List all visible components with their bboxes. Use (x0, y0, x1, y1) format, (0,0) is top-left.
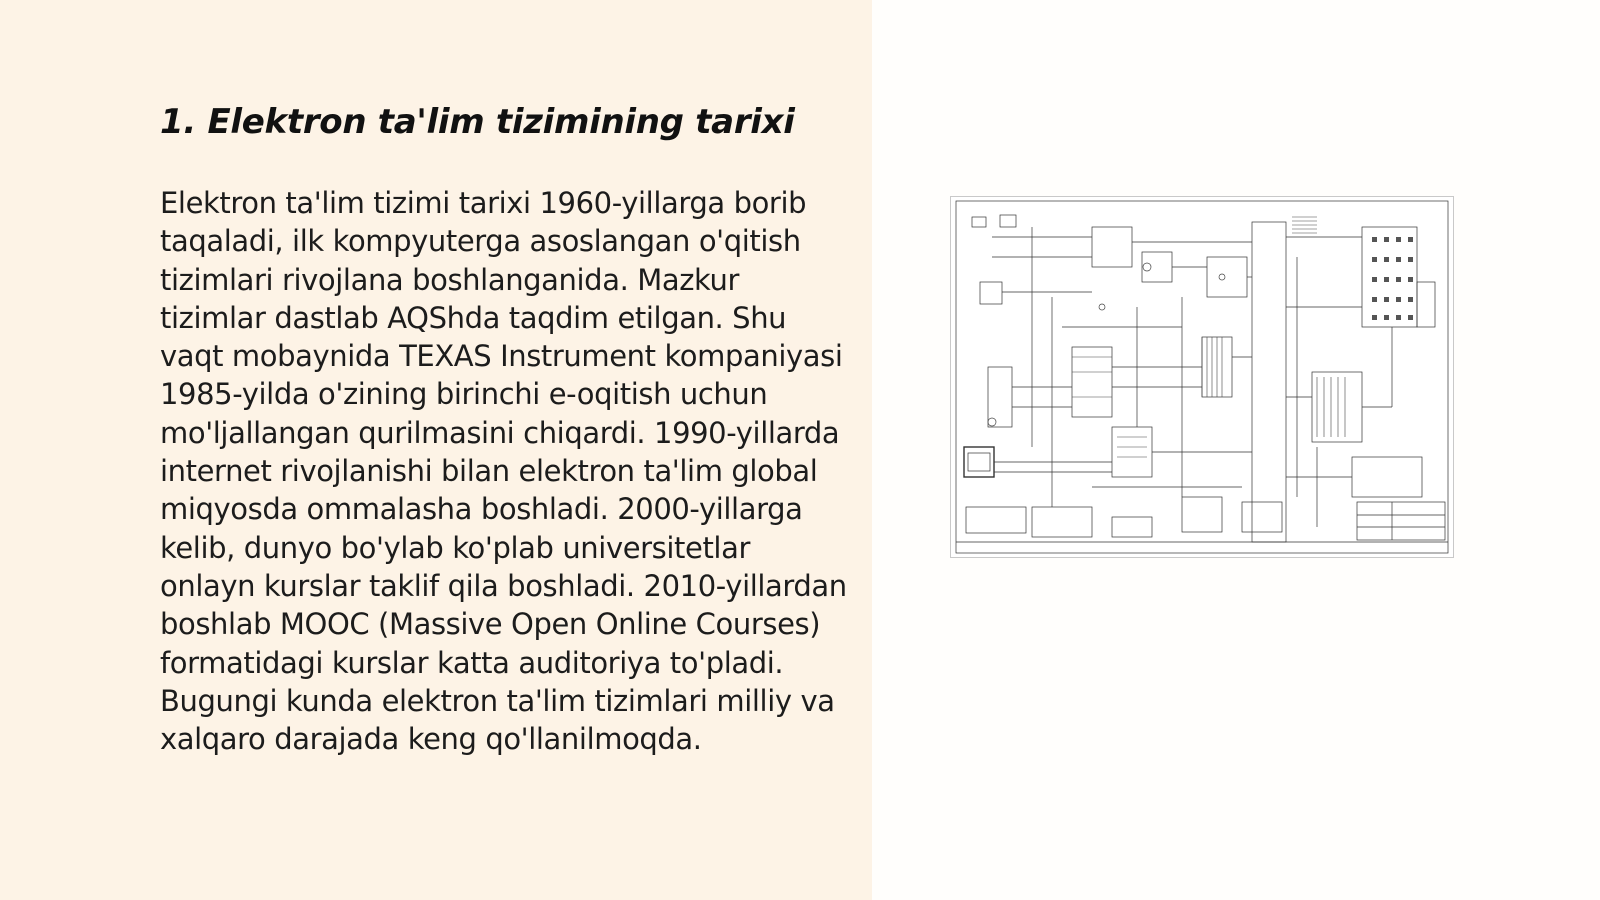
circuit-schematic-image (950, 196, 1454, 558)
schematic-drawing (951, 197, 1453, 557)
slide-body-text: Elektron ta'lim tizimi tarixi 1960-yillarga borib taqaladi, ilk kompyuterga asoslangan o'qitish tizimlari rivojlana boshlanganida. Mazkur tizimlar dastlab AQShda taqdim etilgan. Shu vaqt mobaynida TEXAS Instrument kompaniyasi 1985-yilda o'zining birinchi e-oqitish uchun mo'ljallangan qurilmasini chiqardi. 1990-yillarda internet rivojlanishi bilan elektron ta'lim global miqyosda ommalasha boshladi. 2000-yillarga kelib, dunyo bo'ylab ko'plab universitetlar onlayn kurslar taklif qila boshladi. 2010-yillardan boshlab MOOC (Massive Open Online Courses) formatidagi kurslar katta auditoriya to'pladi. Bugungi kunda elektron ta'lim tizimlari milliy va xalqaro darajada keng qo'llanilmoqda. (160, 186, 847, 757)
slide-title: 1. Elektron ta'lim tizimining tarixi (160, 102, 795, 142)
